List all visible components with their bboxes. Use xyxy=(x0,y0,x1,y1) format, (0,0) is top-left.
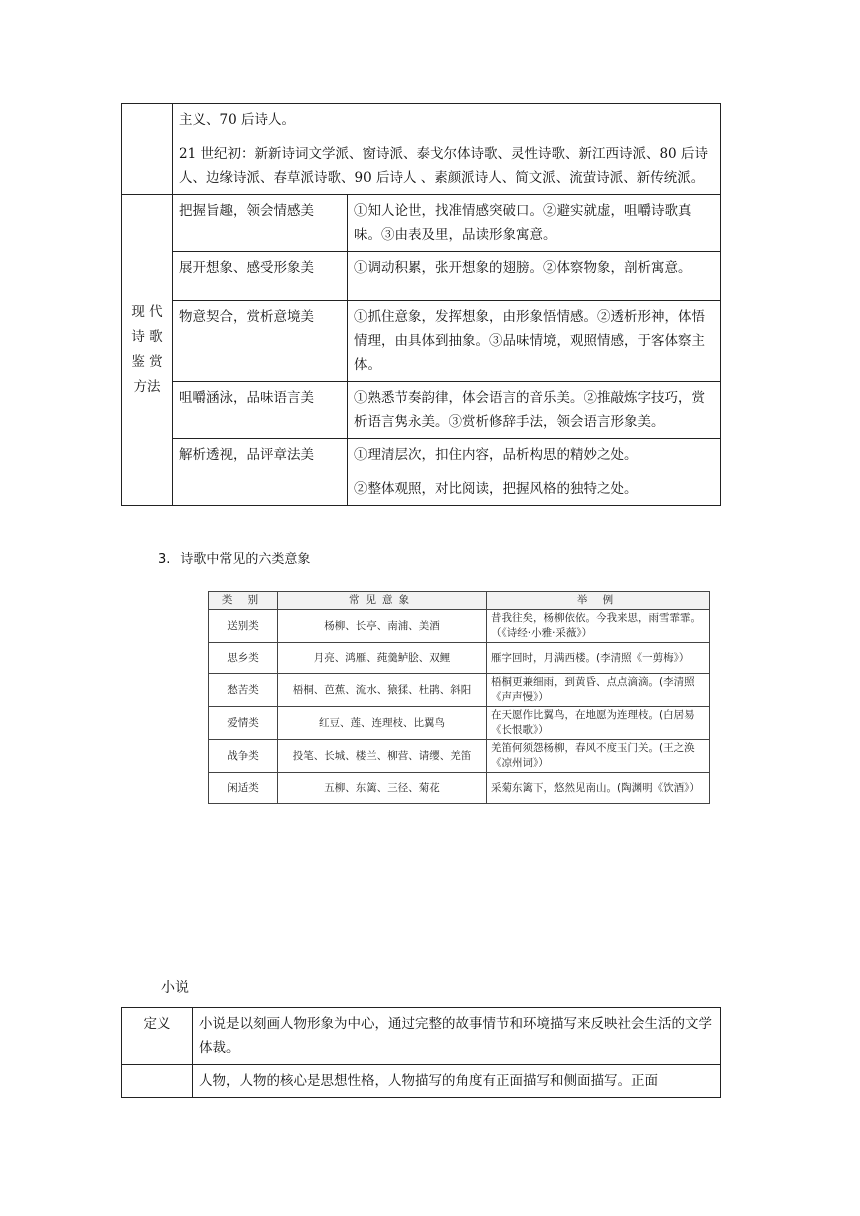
table-row xyxy=(122,439,721,506)
method-name: 咀嚼涵泳，品味语言美 xyxy=(173,382,348,439)
poets-line-2: 21 世纪初：新新诗词文学派、窗诗派、泰戈尔体诗歌、灵性诗歌、新江西诗派、80 后诗人、边缘诗派、春草派诗歌、90 后诗人 、素颜派诗人、简文派、流萤诗派、新传统派。 xyxy=(179,146,708,186)
column-header: 常见意象 xyxy=(278,592,487,610)
method-desc-text: ①理清层次，扣住内容，品析构思的精妙之处。 xyxy=(354,447,638,463)
row-label: 定义 xyxy=(122,1008,193,1065)
method-name: 把握旨趣，领会情感美 xyxy=(173,195,348,252)
poets-list-cell xyxy=(173,104,721,195)
table-row xyxy=(122,1008,721,1065)
poets-line-1: 主义、70 后诗人。 xyxy=(179,112,295,128)
method-name: 展开想象、感受形象美 xyxy=(173,252,348,301)
table-row xyxy=(209,643,710,674)
novel-table xyxy=(121,1007,721,1098)
images-cell: 五柳、东篱、三径、菊花 xyxy=(278,773,487,804)
table-row xyxy=(209,610,710,643)
imagery-caption xyxy=(158,548,310,567)
methods-header-line: 鉴 赏 xyxy=(131,354,163,370)
table-row xyxy=(209,674,710,707)
row-label xyxy=(122,1065,193,1098)
method-desc xyxy=(348,252,721,301)
category-cell: 闲适类 xyxy=(209,773,278,804)
table-row xyxy=(209,773,710,804)
table-row xyxy=(122,301,721,382)
table-row xyxy=(209,740,710,773)
method-desc xyxy=(348,382,721,439)
column-header: 类 别 xyxy=(209,592,278,610)
example-cell: 在天愿作比翼鸟，在地愿为连理枝。(白居易《长恨歌》） xyxy=(487,707,710,740)
example-cell: 梧桐更兼细雨，到黄昏、点点滴滴。(李清照《声声慢》） xyxy=(487,674,710,707)
method-desc xyxy=(348,301,721,382)
images-cell: 杨柳、长亭、南浦、美酒 xyxy=(278,610,487,643)
row-text: 人物，人物的核心是思想性格，人物描写的角度有正面描写和侧面描写。正面 xyxy=(193,1065,721,1098)
method-desc-text: ①调动积累，张开想象的翅膀。②体察物象，剖析寓意。 xyxy=(354,260,692,276)
example-cell: 昔我往矣，杨柳依依。今我来思，雨雪霏霏。（《诗经·小雅·采薇》） xyxy=(487,610,710,643)
methods-header-cell xyxy=(122,195,173,506)
methods-header-line: 现 代 xyxy=(131,304,163,320)
example-cell: 采菊东篱下，悠然见南山。(陶渊明《饮酒》） xyxy=(487,773,710,804)
table-row xyxy=(122,382,721,439)
category-cell: 爱情类 xyxy=(209,707,278,740)
table-header-row xyxy=(209,592,710,610)
method-desc xyxy=(348,439,721,506)
category-cell: 思乡类 xyxy=(209,643,278,674)
example-cell: 羌笛何须怨杨柳，春风不度玉门关。(王之涣《凉州词》） xyxy=(487,740,710,773)
poetry-methods-table xyxy=(121,103,721,506)
methods-header-line: 方法 xyxy=(133,379,161,395)
images-cell: 投笔、长城、楼兰、柳营、请缨、羌笛 xyxy=(278,740,487,773)
method-desc-text: ②整体观照，对比阅读，把握风格的独特之处。 xyxy=(354,481,638,497)
method-desc-text: ①抓住意象，发挥想象，由形象悟情感。②透析形神，体悟情理，由具体到抽象。③品味情境，观照情感，于客体察主体。 xyxy=(354,309,705,373)
images-cell: 月亮、鸿雁、莼羹鲈脍、双鲤 xyxy=(278,643,487,674)
method-desc xyxy=(348,195,721,252)
category-cell: 愁苦类 xyxy=(209,674,278,707)
column-header: 举 例 xyxy=(487,592,710,610)
caption-number: 3. xyxy=(158,552,171,567)
method-name: 解析透视，品评章法美 xyxy=(173,439,348,506)
table-row xyxy=(122,195,721,252)
novel-section-title: 小说 xyxy=(161,980,189,996)
images-cell: 梧桐、芭蕉、流水、猿猱、杜鹃、斜阳 xyxy=(278,674,487,707)
method-desc-text: ①熟悉节奏韵律，体会语言的音乐美。②推敲炼字技巧，赏析语言隽永美。③赏析修辞手法，领会语言形象美。 xyxy=(354,390,705,430)
caption-title: 诗歌中常见的六类意象 xyxy=(180,552,311,567)
category-cell: 战争类 xyxy=(209,740,278,773)
method-desc-text: ①知人论世，找准情感突破口。②避实就虚，咀嚼诗歌真味。③由表及里，品读形象寓意。 xyxy=(354,203,692,243)
table-row xyxy=(122,252,721,301)
methods-header-line: 诗 歌 xyxy=(131,329,163,345)
category-cell: 送别类 xyxy=(209,610,278,643)
images-cell: 红豆、莲、连理枝、比翼鸟 xyxy=(278,707,487,740)
table-row xyxy=(122,1065,721,1098)
empty-cell xyxy=(122,104,173,195)
table-row xyxy=(122,104,721,195)
example-cell: 雁字回时，月满西楼。(李清照《一剪梅》） xyxy=(487,643,710,674)
table-row xyxy=(209,707,710,740)
row-text: 小说是以刻画人物形象为中心，通过完整的故事情节和环境描写来反映社会生活的文学体裁。 xyxy=(193,1008,721,1065)
imagery-table xyxy=(208,591,710,804)
method-name: 物意契合，赏析意境美 xyxy=(173,301,348,382)
